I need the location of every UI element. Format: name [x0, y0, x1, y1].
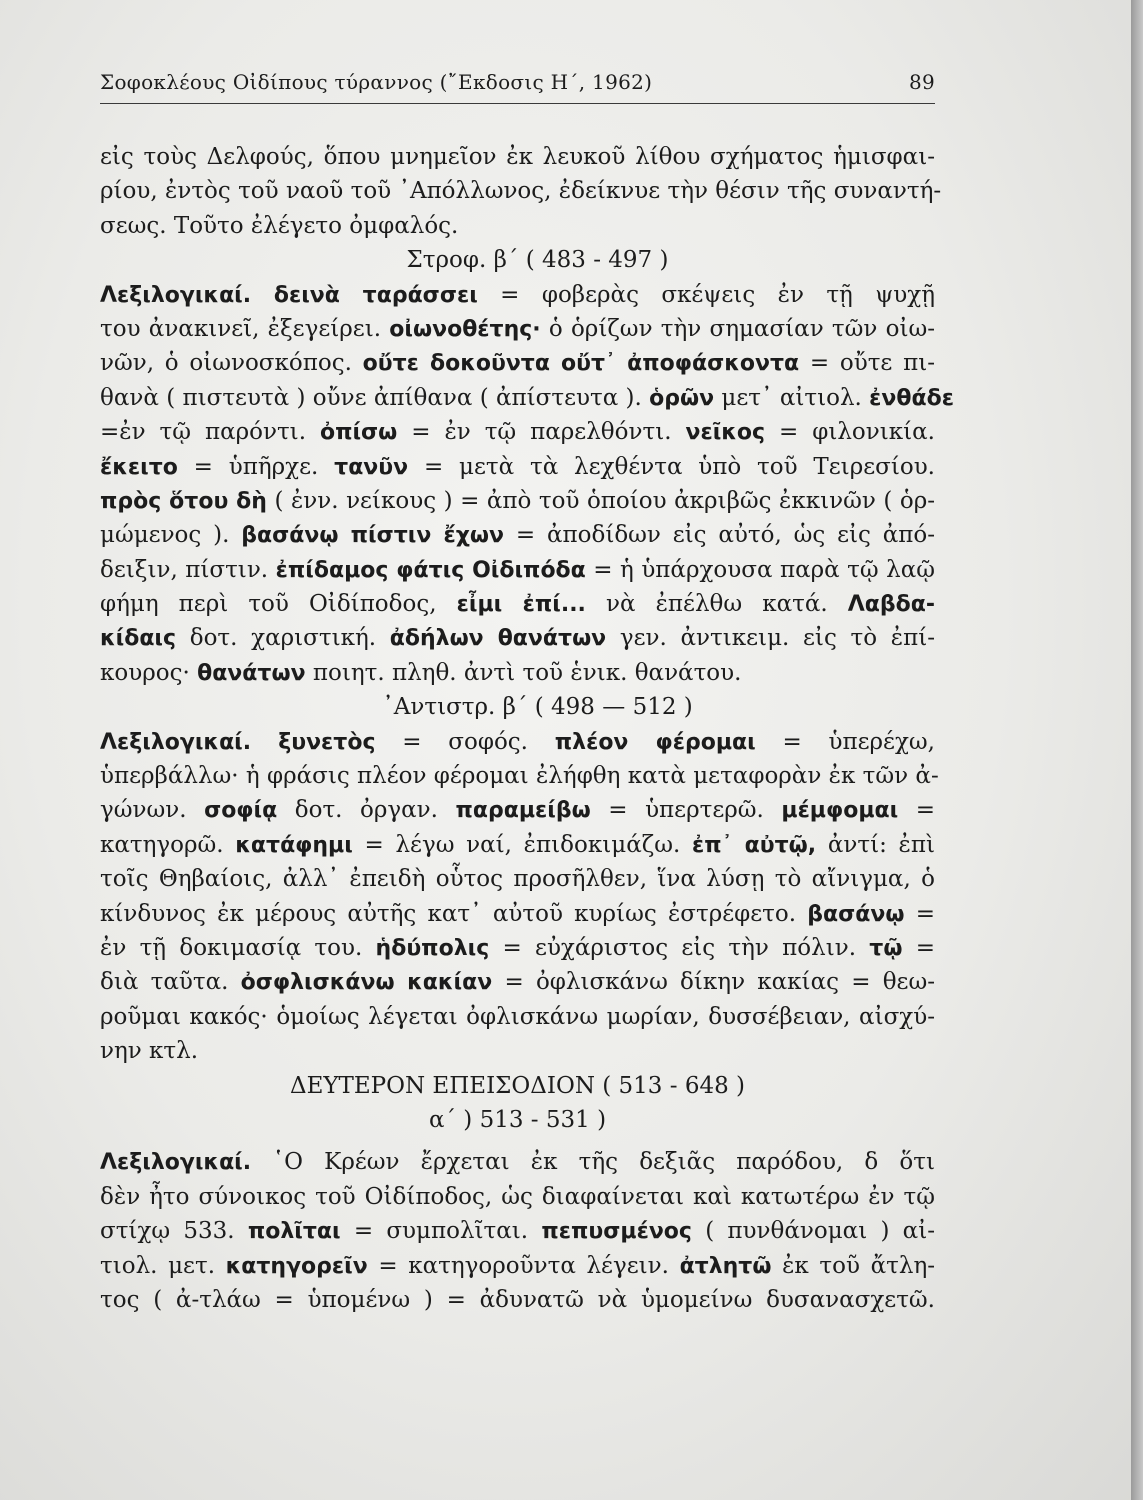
- lemma-term: ἀδήλων θανάτων: [389, 626, 607, 652]
- text-line: [100, 656, 935, 690]
- text-segment: = φιλονικία.: [765, 419, 935, 446]
- text-segment: κουρος·: [100, 659, 198, 686]
- lemma-term: πρὸς ὅτου δὴ: [100, 488, 267, 514]
- text-segment: μώμενος ).: [100, 522, 242, 549]
- lemma-term: μέμφομαι: [781, 798, 899, 824]
- lemma-term: πλέον φέρομαι: [554, 729, 756, 755]
- lemma-term: τῷ: [869, 935, 903, 961]
- lemma-term: Λεξιλογικαί.: [100, 1150, 273, 1176]
- lemma-term: ἐπ᾽ αὐτῷ,: [691, 832, 817, 858]
- text-segment: =: [902, 934, 935, 961]
- text-segment: θανὰ ( πιστευτὰ ) οὔνε ἀπίθανα ( ἀπίστευτα ).: [100, 384, 650, 411]
- text-segment: =ἐν τῷ παρόντι.: [100, 419, 320, 446]
- text-segment: ὑπερβάλλω· ἡ φράσις πλέον φέρομαι ἐλήφθη κατὰ μεταφορὰν ἐκ τῶν ἀ-: [100, 763, 939, 790]
- header-title: Σοφοκλέους Οἰδίπους τύραννος (῎Εκδοσις Η΄, 1962): [100, 70, 653, 94]
- text-line: [100, 140, 935, 174]
- text-segment: ὁ ὁρίζων τὴν σημασίαν τῶν οἰω-: [540, 315, 935, 342]
- text-line: [100, 862, 935, 896]
- lemma-term: παραμείβω: [455, 798, 591, 824]
- text-line: [100, 621, 935, 655]
- lemma-term: τανῦν: [334, 454, 409, 480]
- text-line: [100, 1145, 935, 1179]
- lemma-term: ὁρῶν: [649, 385, 715, 411]
- text-segment: σεως. Τοῦτο ἐλέγετο ὀμφαλός.: [100, 212, 459, 239]
- lemma-term: Λαβδα-: [847, 592, 935, 618]
- text-segment: δειξιν, πίστιν.: [100, 556, 276, 583]
- lemma-term: νεῖκος: [685, 420, 766, 446]
- text-segment: ῾Ο Κρέων ἔρχεται ἐκ τῆς δεξιᾶς παρόδου, δ ὅτι: [272, 1149, 935, 1176]
- text-segment: ποιητ. πληθ. ἀντὶ τοῦ ἑνικ. θανάτου.: [305, 659, 742, 686]
- text-segment: ΔΕΥΤΕΡΟΝ ΕΠΕΙΣΟΔΙΟΝ ( 513 - 648 ): [289, 1072, 746, 1099]
- text-line: [100, 587, 935, 621]
- text-segment: διὰ ταῦτα.: [100, 969, 241, 996]
- text-segment: νην κτλ.: [100, 1038, 199, 1065]
- text-line: [100, 1249, 935, 1283]
- text-line: [100, 1214, 935, 1248]
- lemma-term: ἐπίδαμος φάτις Οἰδιπόδα: [275, 557, 586, 583]
- text-segment: ἐκ τοῦ ἄτλη-: [771, 1252, 935, 1279]
- lemma-term: δεινὰ ταράσσει: [273, 282, 478, 308]
- text-line: [100, 725, 935, 759]
- text-segment: εἰς τοὺς Δελφούς, ὅπου μνημεῖον ἐκ λευκοῦ λίθου σχήματος ἡμισφαι-: [100, 144, 935, 170]
- text-segment: = κατηγοροῦντα λέγειν.: [367, 1252, 680, 1279]
- text-segment: = ὑπῆρχε.: [177, 453, 335, 480]
- section-subheading: [100, 1103, 935, 1137]
- text-segment: δὲν ἦτο σύνοικος τοῦ Οἰδίποδος, ὡς διαφαίνεται καὶ κατωτέρω ἐν τῷ: [100, 1183, 935, 1210]
- text-line: [100, 518, 935, 552]
- text-segment: νὰ ἐπέλθω κατά.: [585, 591, 848, 618]
- text-segment: ( ἐνν. νείκους ) = ἀπὸ τοῦ ὁποίου ἀκριβῶς ἐκκινῶν ( ὁρ-: [266, 487, 935, 514]
- text-segment: ἀντί: ἐπὶ: [816, 831, 936, 858]
- text-segment: =: [898, 797, 936, 824]
- text-segment: του ἀνακινεῖ, ἐξεγείρει.: [100, 315, 390, 342]
- text-segment: νῶν, ὁ οἰωνοσκόπος.: [100, 350, 363, 377]
- text-segment: στίχῳ 533.: [100, 1218, 248, 1245]
- text-segment: ( πυνθάνομαι ) αἰ-: [691, 1218, 935, 1245]
- lemma-term: Λεξιλογικαί.: [100, 729, 279, 755]
- text-segment: = ἡ ὑπάρχουσα παρὰ τῷ λαῷ: [585, 556, 935, 583]
- header-rule: [100, 103, 935, 104]
- text-line: [100, 1283, 935, 1317]
- text-segment: = ὀφλισκάνω δίκην κακίας = θεω-: [492, 969, 936, 996]
- text-line: [100, 759, 939, 793]
- text-segment: = οὔτε πι-: [799, 350, 935, 377]
- lemma-term: Λεξιλογικαί.: [100, 282, 274, 308]
- text-line: [100, 931, 935, 965]
- text-segment: δοτ. ὀργαν.: [277, 797, 456, 824]
- section-heading-strophe: [100, 243, 935, 277]
- lemma-term: οὔτε δοκοῦντα οὔτ᾽ ἀποφάσκοντα: [362, 351, 800, 377]
- lemma-term: ξυνετὸς: [278, 729, 376, 755]
- text-segment: δοτ. χαριστική.: [176, 625, 390, 652]
- text-line: [100, 793, 935, 827]
- text-segment: = λέγω ναί, ἐπιδοκιμάζω.: [352, 831, 692, 858]
- text-line: [100, 174, 942, 208]
- text-line: [100, 828, 935, 862]
- section-heading-antistrophe: [100, 690, 935, 724]
- page-edge-shadow: [1131, 0, 1143, 1500]
- lemma-term: θανάτων: [197, 660, 306, 686]
- text-line: [100, 278, 935, 312]
- text-line: [100, 965, 935, 999]
- text-line: [100, 484, 935, 518]
- text-segment: = σοφός.: [375, 728, 555, 755]
- section-heading-episode: [100, 1069, 935, 1103]
- text-line: [100, 1180, 935, 1214]
- text-segment: = ἐν τῷ παρελθόντι.: [397, 419, 686, 446]
- lemma-term: ἔκειτο: [100, 454, 178, 480]
- lemma-term: ὀσφλισκάνω κακίαν: [240, 970, 493, 996]
- text-line: [100, 381, 954, 415]
- text-segment: τος ( ἀ-τλάω = ὑπομένω ) = ἀδυνατῶ νὰ ὑμομείνω δυσανασχετῶ.: [100, 1286, 935, 1313]
- lemma-term: βασάνῳ πίστιν ἔχων: [241, 523, 505, 549]
- text-segment: γώνων.: [100, 797, 205, 824]
- text-line: [100, 415, 935, 449]
- text-segment: = φοβερὰς σκέψεις ἐν τῇ ψυχῇ: [477, 281, 935, 308]
- text-segment: φήμη περὶ τοῦ Οἰδίποδος,: [100, 591, 457, 618]
- text-segment: ρίου, ἐντὸς τοῦ ναοῦ τοῦ ᾿Απόλλωνος, ἐδείκνυε τὴν θέσιν τῆς συναντή-: [100, 178, 942, 205]
- text-line: [100, 553, 935, 587]
- text-segment: = εὐχάριστος εἰς τὴν πόλιν.: [489, 934, 870, 961]
- lemma-term: βασάνῳ: [807, 901, 905, 927]
- body-text: [100, 140, 954, 1317]
- lemma-term: κατάφημι: [235, 832, 353, 858]
- lemma-term: ὀπίσω: [319, 420, 398, 446]
- text-line: [100, 1000, 935, 1034]
- lemma-term: κατηγορεῖν: [225, 1253, 368, 1279]
- text-segment: ἐν τῇ δοκιμασίᾳ του.: [100, 934, 376, 961]
- text-segment: α΄ ) 513 - 531 ): [428, 1106, 607, 1133]
- text-segment: τιολ. μετ.: [100, 1252, 226, 1279]
- text-segment: = ὑπερτερῶ.: [590, 797, 782, 824]
- lemma-term: κίδαις: [100, 626, 177, 652]
- text-line: [100, 209, 935, 243]
- text-segment: μετ᾽ αἰτιολ.: [714, 384, 870, 411]
- lemma-term: πολῖται: [247, 1219, 341, 1245]
- text-segment: ροῦμαι κακός· ὁμοίως λέγεται ὀφλισκάνω μωρίαν, δυσσέβειαν, αἰσχύ-: [100, 1003, 935, 1030]
- text-segment: = ἀποδίδων εἰς αὐτό, ὡς εἰς ἀπό-: [504, 522, 935, 549]
- text-segment: = ὑπερέχω,: [755, 728, 935, 755]
- text-segment: = μετὰ τὰ λεχθέντα ὑπὸ τοῦ Τειρεσίου.: [408, 453, 935, 480]
- text-segment: =: [904, 900, 935, 927]
- lemma-term: οἰωνοθέτης·: [389, 316, 541, 342]
- text-line: [100, 897, 935, 931]
- text-segment: Στροφ. β΄ ( 483 - 497 ): [406, 247, 669, 274]
- text-segment: γεν. ἀντικειμ. εἰς τὸ ἐπί-: [606, 625, 936, 652]
- text-segment: ᾿Αντιστρ. β΄ ( 498 — 512 ): [382, 694, 693, 721]
- text-segment: κίνδυνος ἐκ μέρους αὐτῆς κατ᾽ αὐτοῦ κυρίως ἐστρέφετο.: [100, 900, 808, 927]
- text-segment: = συμπολῖται.: [340, 1218, 542, 1245]
- text-line: [100, 312, 935, 346]
- lemma-term: εἶμι ἐπί...: [456, 592, 586, 618]
- lemma-term: ἡδύπολις: [375, 935, 490, 961]
- page-number: 89: [908, 70, 935, 94]
- text-segment: τοῖς Θηβαίοις, ἀλλ᾽ ἐπειδὴ οὗτος προσῆλθεν, ἵνα λύσῃ τὸ αἴνιγμα, ὁ: [100, 866, 935, 893]
- lemma-term: ἐνθάδε: [869, 385, 954, 411]
- lemma-term: σοφίᾳ: [204, 798, 278, 824]
- text-line: [100, 1034, 935, 1068]
- text-segment: κατηγορῶ.: [100, 831, 236, 858]
- spacer: [100, 1137, 935, 1145]
- text-line: [100, 450, 935, 484]
- lemma-term: πεπυσμένος: [541, 1219, 692, 1245]
- lemma-term: ἀτλητῶ: [679, 1253, 772, 1279]
- running-header: [100, 70, 935, 94]
- text-line: [100, 346, 935, 380]
